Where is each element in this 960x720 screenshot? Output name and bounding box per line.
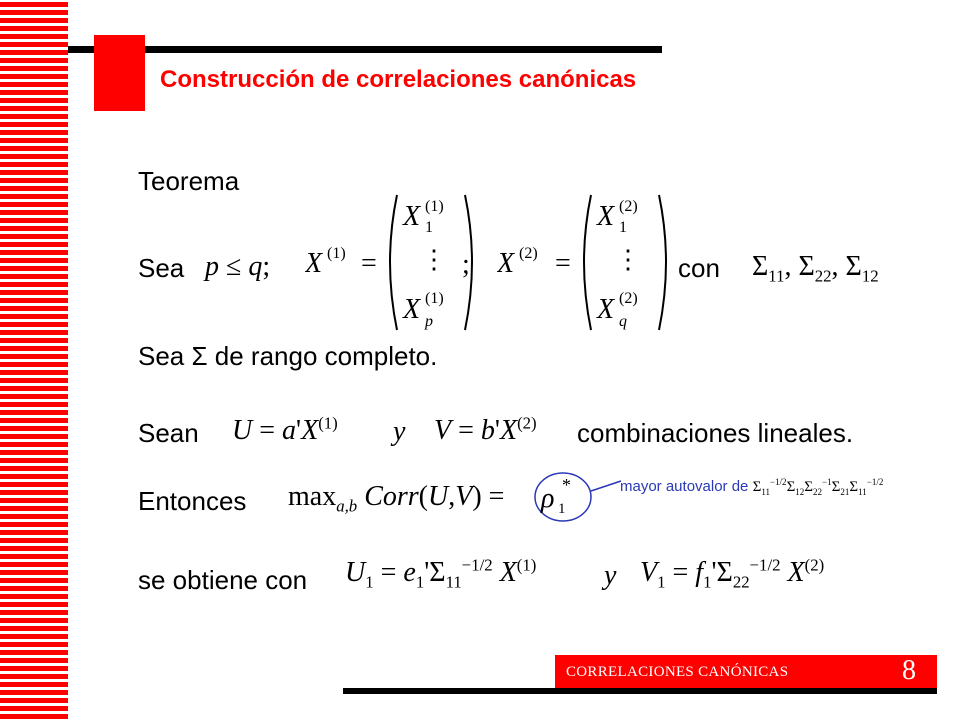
entonces-label: Entonces [138,486,247,516]
stripe [0,594,68,599]
stripe [0,186,68,191]
formula-semicolon: ; [462,249,470,280]
stripe [0,602,68,607]
stripe [0,586,68,591]
stripe [0,458,68,463]
linear-combinations-label: combinaciones lineales. [577,418,854,448]
stripe [0,378,68,383]
formula-v-definition: $V = b'X^{(2)}$ [434,413,537,446]
svg-text:p: p [425,313,433,330]
stripe [0,466,68,471]
stripe [0,122,68,127]
page-number: 8 [902,655,916,686]
svg-text:X: X [403,294,421,325]
sea-label: Sea [138,253,185,283]
stripe [0,90,68,95]
stripe [0,554,68,559]
stripe [0,114,68,119]
stripe [0,570,68,575]
svg-text:⋮: ⋮ [615,245,641,274]
stripe [0,354,68,359]
stripe [0,370,68,375]
svg-text:X: X [305,248,323,279]
stripe [0,682,68,687]
stripe [0,82,68,87]
footer-section-label: CORRELACIONES CANÓNICAS [566,664,789,680]
stripe [0,298,68,303]
svg-text:X: X [403,201,421,232]
eigenvalue-annotation-label: mayor autovalor de [620,478,749,495]
rho-star-highlight [525,465,635,525]
stripe [0,290,68,295]
obtained-with-label: se obtiene con [138,565,308,595]
svg-text:=: = [361,248,377,279]
stripe [0,226,68,231]
con-label: con [678,253,720,283]
stripe [0,282,68,287]
stripe [0,666,68,671]
svg-text:⋮: ⋮ [421,245,447,274]
stripe [0,26,68,31]
stripe [0,42,68,47]
formula-max-correlation: $\max_{a,b}$ Corr(U,V) = [288,481,505,516]
stripe [0,690,68,695]
header-rule [68,46,662,53]
slide-title: Construcción de correlaciones canónicas [160,66,637,93]
stripe [0,562,68,567]
sean-label: Sean [138,418,199,448]
footer-rule [343,688,937,694]
svg-text:=: = [555,248,571,279]
stripe [0,314,68,319]
stripe [0,714,68,719]
formula-v1: $V_1 = f_1'\Sigma_{22}^{-1/2}$ $X^{(2)}$ [640,555,825,592]
svg-text:1: 1 [619,219,627,236]
stripe [0,506,68,511]
stripe [0,66,68,71]
svg-text:X: X [597,201,615,232]
stripe [0,274,68,279]
stripe [0,434,68,439]
stripe [0,250,68,255]
stripe [0,306,68,311]
stripe [0,322,68,327]
stripe [0,138,68,143]
svg-text:(2): (2) [619,198,638,215]
stripe [0,514,68,519]
stripe [0,626,68,631]
stripe [0,330,68,335]
stripe [0,498,68,503]
stripe [0,474,68,479]
stripe [0,578,68,583]
full-rank-statement: Sea Σ de rango completo. [138,341,438,371]
svg-text:(2): (2) [619,290,638,307]
formula-dimension-condition: p ≤ q; [205,251,271,282]
stripe [0,450,68,455]
stripe [0,426,68,431]
stripe [0,154,68,159]
stripe [0,338,68,343]
stripe [0,706,68,711]
stripe [0,234,68,239]
header-accent-block [94,35,145,111]
stripe [0,266,68,271]
stripe [0,362,68,367]
stripe [0,74,68,79]
stripe [0,106,68,111]
formula-x2-vector [497,190,677,340]
stripe [0,418,68,423]
formula-u1: $U_1 = e_1'\Sigma_{11}^{-1/2}$ $X^{(1)}$ [345,555,537,592]
stripe [0,258,68,263]
decorative-stripes [0,0,70,720]
formula-x1-vector [305,190,485,340]
svg-text:(1): (1) [327,245,346,262]
stripe [0,218,68,223]
stripe [0,410,68,415]
stripe [0,482,68,487]
stripe [0,394,68,399]
stripe [0,34,68,39]
stripe [0,194,68,199]
stripe [0,202,68,207]
svg-text:(2): (2) [519,245,538,262]
svg-text:*: * [562,475,571,495]
stripe [0,402,68,407]
stripe [0,10,68,15]
svg-text:q: q [619,313,627,330]
svg-text:1: 1 [558,501,566,517]
stripe [0,2,68,7]
stripe [0,674,68,679]
stripe [0,98,68,103]
stripe [0,346,68,351]
stripe [0,18,68,23]
svg-text:1: 1 [425,219,433,236]
theorem-label: Teorema [138,166,240,196]
stripe [0,58,68,63]
eigenvalue-annotation [620,478,883,496]
stripe [0,658,68,663]
stripe [0,242,68,247]
svg-text:X: X [497,248,515,279]
stripe [0,634,68,639]
stripe [0,610,68,615]
stripe [0,146,68,151]
stripe [0,130,68,135]
svg-text:X: X [597,294,615,325]
stripe [0,178,68,183]
formula-eigen-matrix: $\Sigma_{11}^{-1/2}\Sigma_{12}\Sigma_{22}^{-1}\Sigma_{21}\Sigma_{11}^{-1/2}$ [752,477,884,497]
stripe [0,650,68,655]
svg-text:(1): (1) [425,198,444,215]
stripe [0,642,68,647]
svg-text:ρ: ρ [541,483,555,514]
stripe [0,386,68,391]
stripe [0,210,68,215]
svg-text:(1): (1) [425,290,444,307]
stripe [0,442,68,447]
stripe [0,490,68,495]
formula-u-definition: $U = a'X^{(1)}$ [232,413,338,446]
stripe [0,162,68,167]
stripe [0,50,68,55]
stripe [0,698,68,703]
stripe [0,530,68,535]
stripe [0,538,68,543]
conjunction-y-1: y [393,416,406,447]
stripe [0,618,68,623]
stripe [0,170,68,175]
stripe [0,546,68,551]
conjunction-y-2: y [604,560,617,591]
stripe [0,522,68,527]
formula-covariance-blocks: $\Sigma_{11}$, $\Sigma_{22}$, $\Sigma_{12}$ [752,251,879,286]
